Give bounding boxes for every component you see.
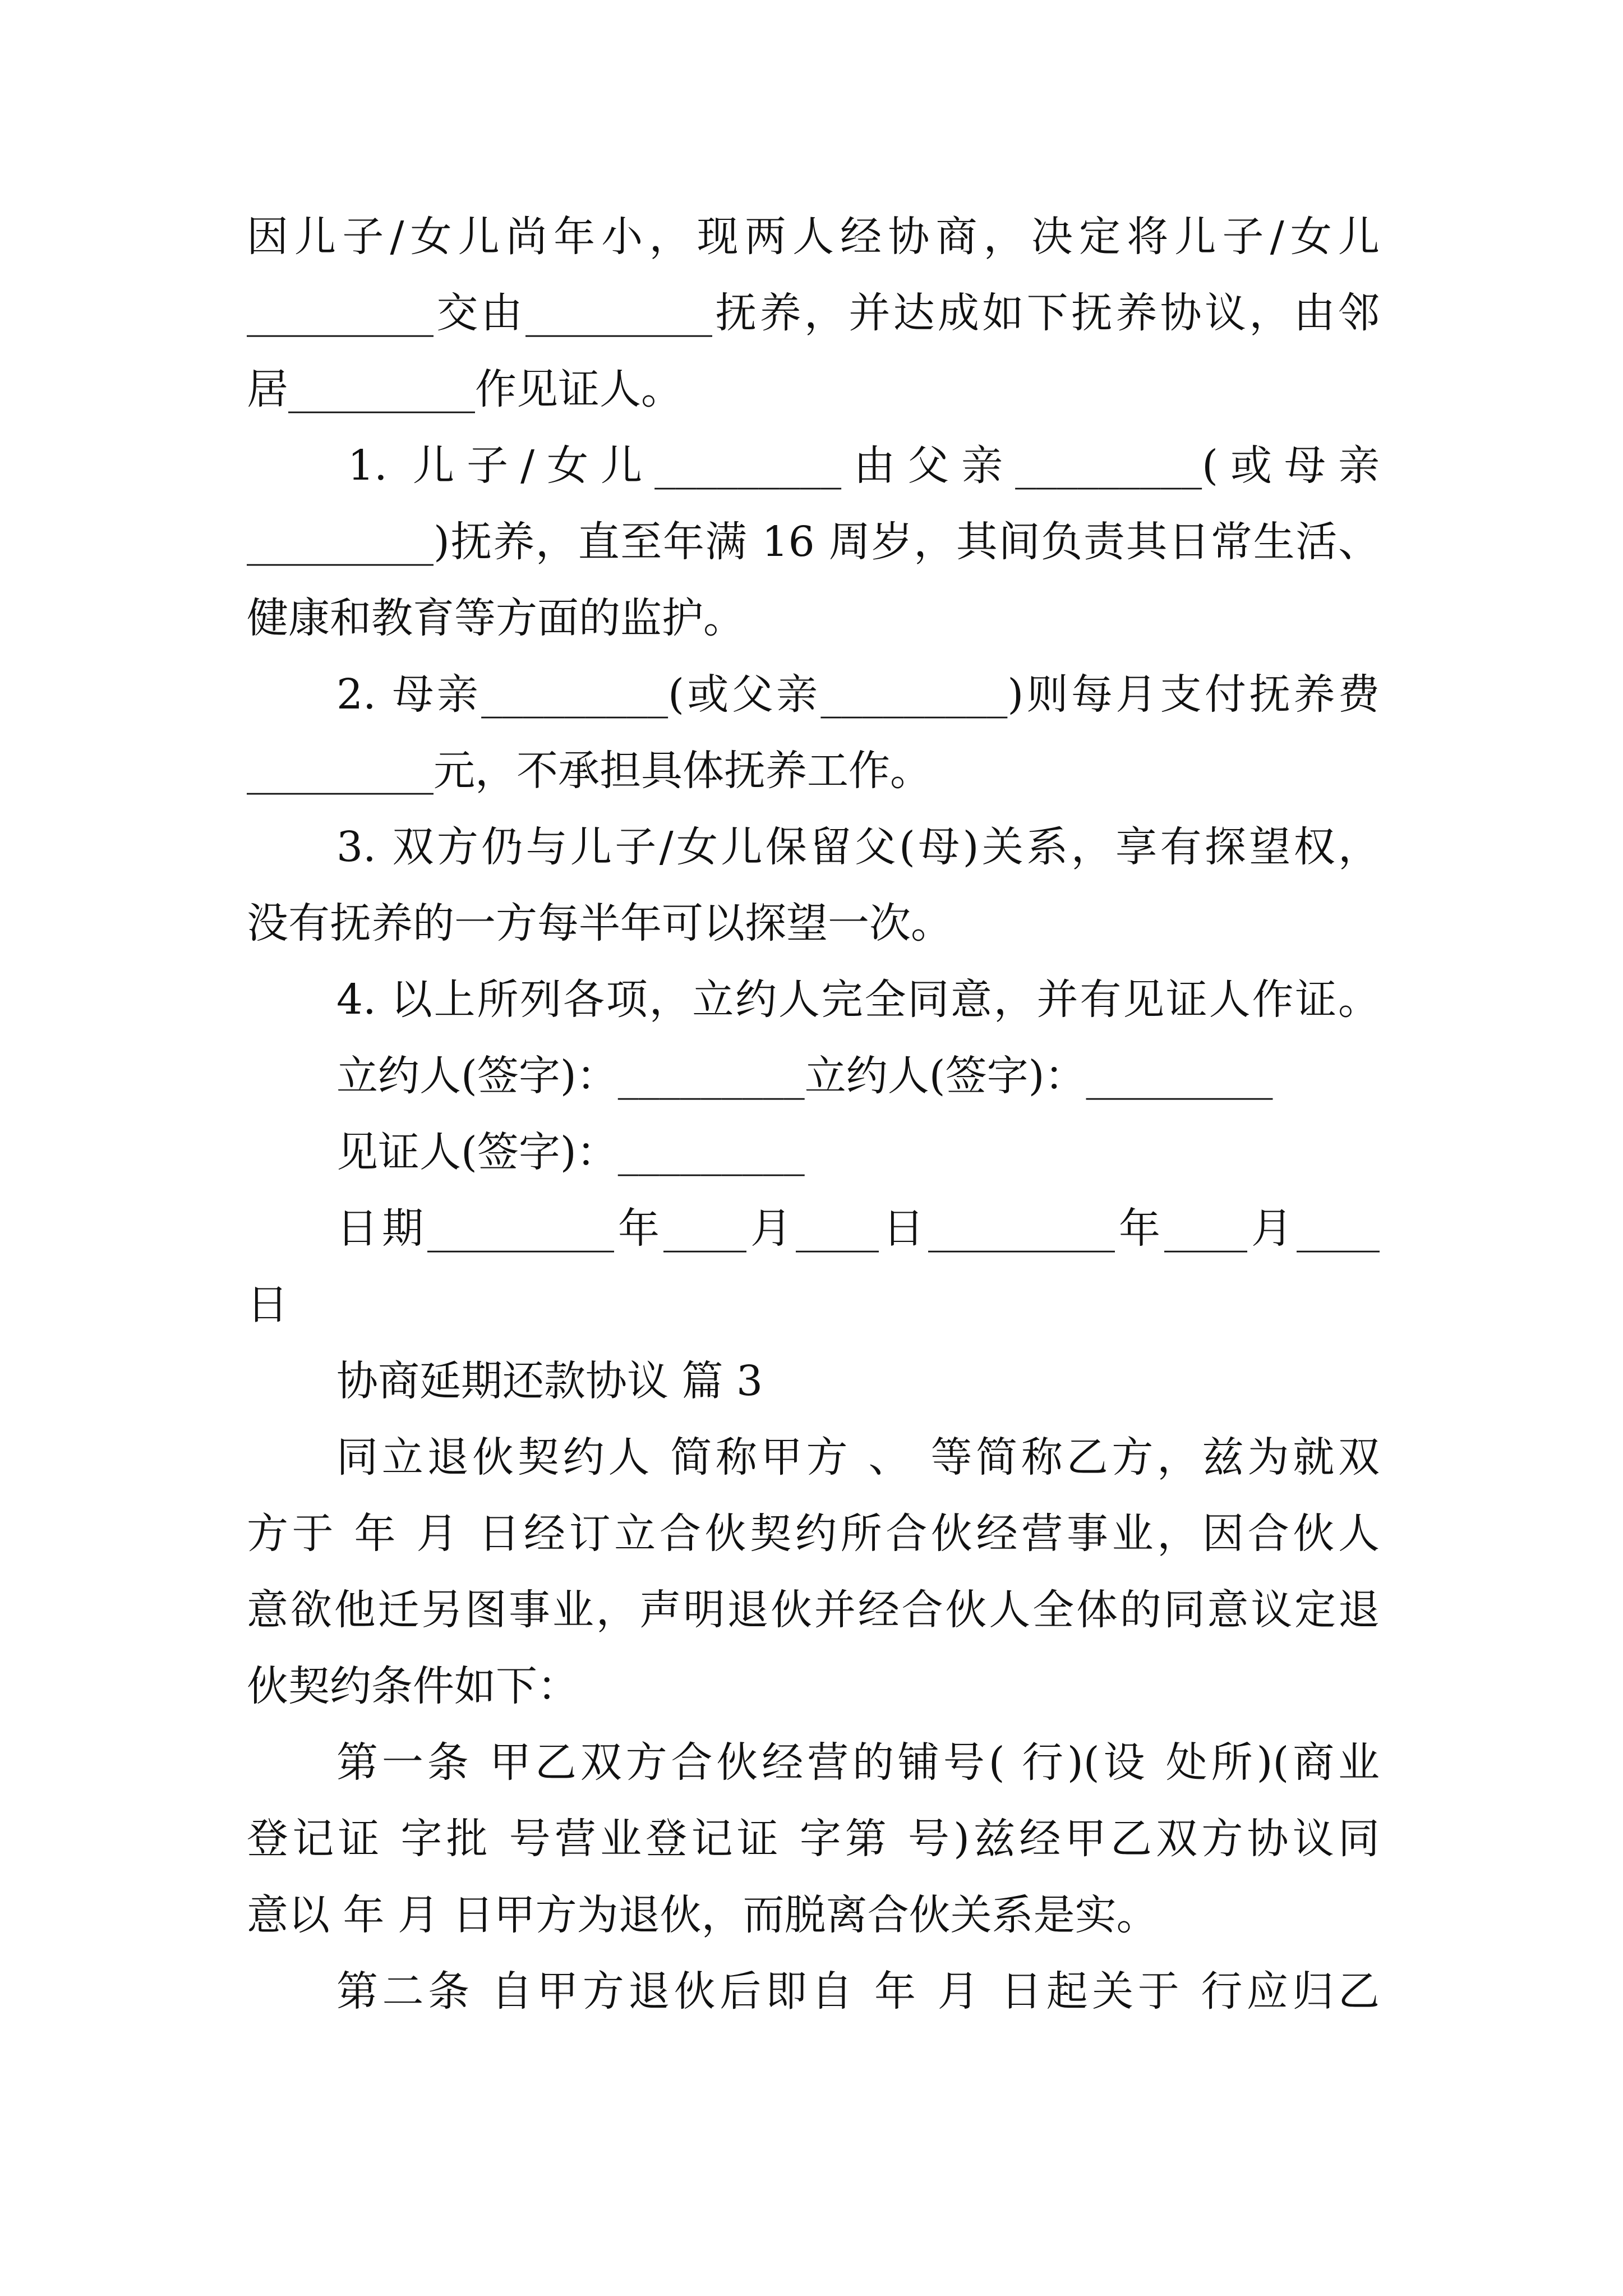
clause-3-line-1: 3. 双方仍与儿子/女儿保留父(母)关系，享有探望权，	[336, 823, 1380, 871]
article-1-line-1: 第一条 甲乙双方合伙经营的铺号( 行)(设 处所)(商业	[336, 1738, 1380, 1787]
paragraph-line-3: 意欲他迁另图事业，声明退伙并经合伙人全体的同意议定退	[247, 1586, 1380, 1634]
signature-witness-line: 见证人(签字)：_________	[336, 1128, 805, 1176]
clause-2-line-2: _________元，不承担具体抚养工作。	[247, 747, 932, 795]
section-heading: 协商延期还款协议 篇 3	[336, 1357, 763, 1405]
clause-1-line-2: _________)抚养，直至年满 16 周岁，其间负责其日常生活、	[247, 518, 1380, 566]
clause-3-line-2: 没有抚养的一方每半年可以探望一次。	[247, 899, 952, 947]
date-line: 日期_________年____月____日_________年____月____	[336, 1204, 1380, 1253]
text-line-3: 居_________作见证人。	[247, 365, 683, 413]
paragraph-line-1: 同立退伙契约人 简称甲方 、 等简称乙方，兹为就双	[336, 1433, 1380, 1481]
signature-parties-line: 立约人(签字)：_________立约人(签字)：_________	[336, 1052, 1273, 1100]
text-line-2: _________交由_________抚养，并达成如下抚养协议，由邻	[247, 289, 1380, 337]
clause-1-line-1: 1. 儿子/女儿_________由父亲_________(或母亲	[348, 441, 1380, 490]
clause-4-line: 4. 以上所列各项，立约人完全同意，并有见证人作证。	[336, 976, 1380, 1024]
article-1-line-3: 意以 年 月 日甲方为退伙，而脱离合伙关系是实。	[247, 1891, 1158, 1939]
clause-1-line-3: 健康和教育等方面的监护。	[247, 594, 745, 642]
date-line-continued: 日	[247, 1281, 288, 1329]
text-line-1: 因儿子/女儿尚年小，现两人经协商，决定将儿子/女儿	[247, 213, 1380, 261]
paragraph-line-4: 伙契约条件如下：	[247, 1662, 579, 1710]
paragraph-line-2: 方于 年 月 日经订立合伙契约所合伙经营事业，因合伙人	[247, 1510, 1380, 1558]
article-1-line-2: 登记证 字批 号营业登记证 字第 号)兹经甲乙双方协议同	[247, 1815, 1380, 1863]
article-2-line-1: 第二条 自甲方退伙后即自 年 月 日起关于 行应归乙	[336, 1967, 1380, 2016]
clause-2-line-1: 2. 母亲_________(或父亲_________)则每月支付抚养费	[336, 670, 1380, 719]
